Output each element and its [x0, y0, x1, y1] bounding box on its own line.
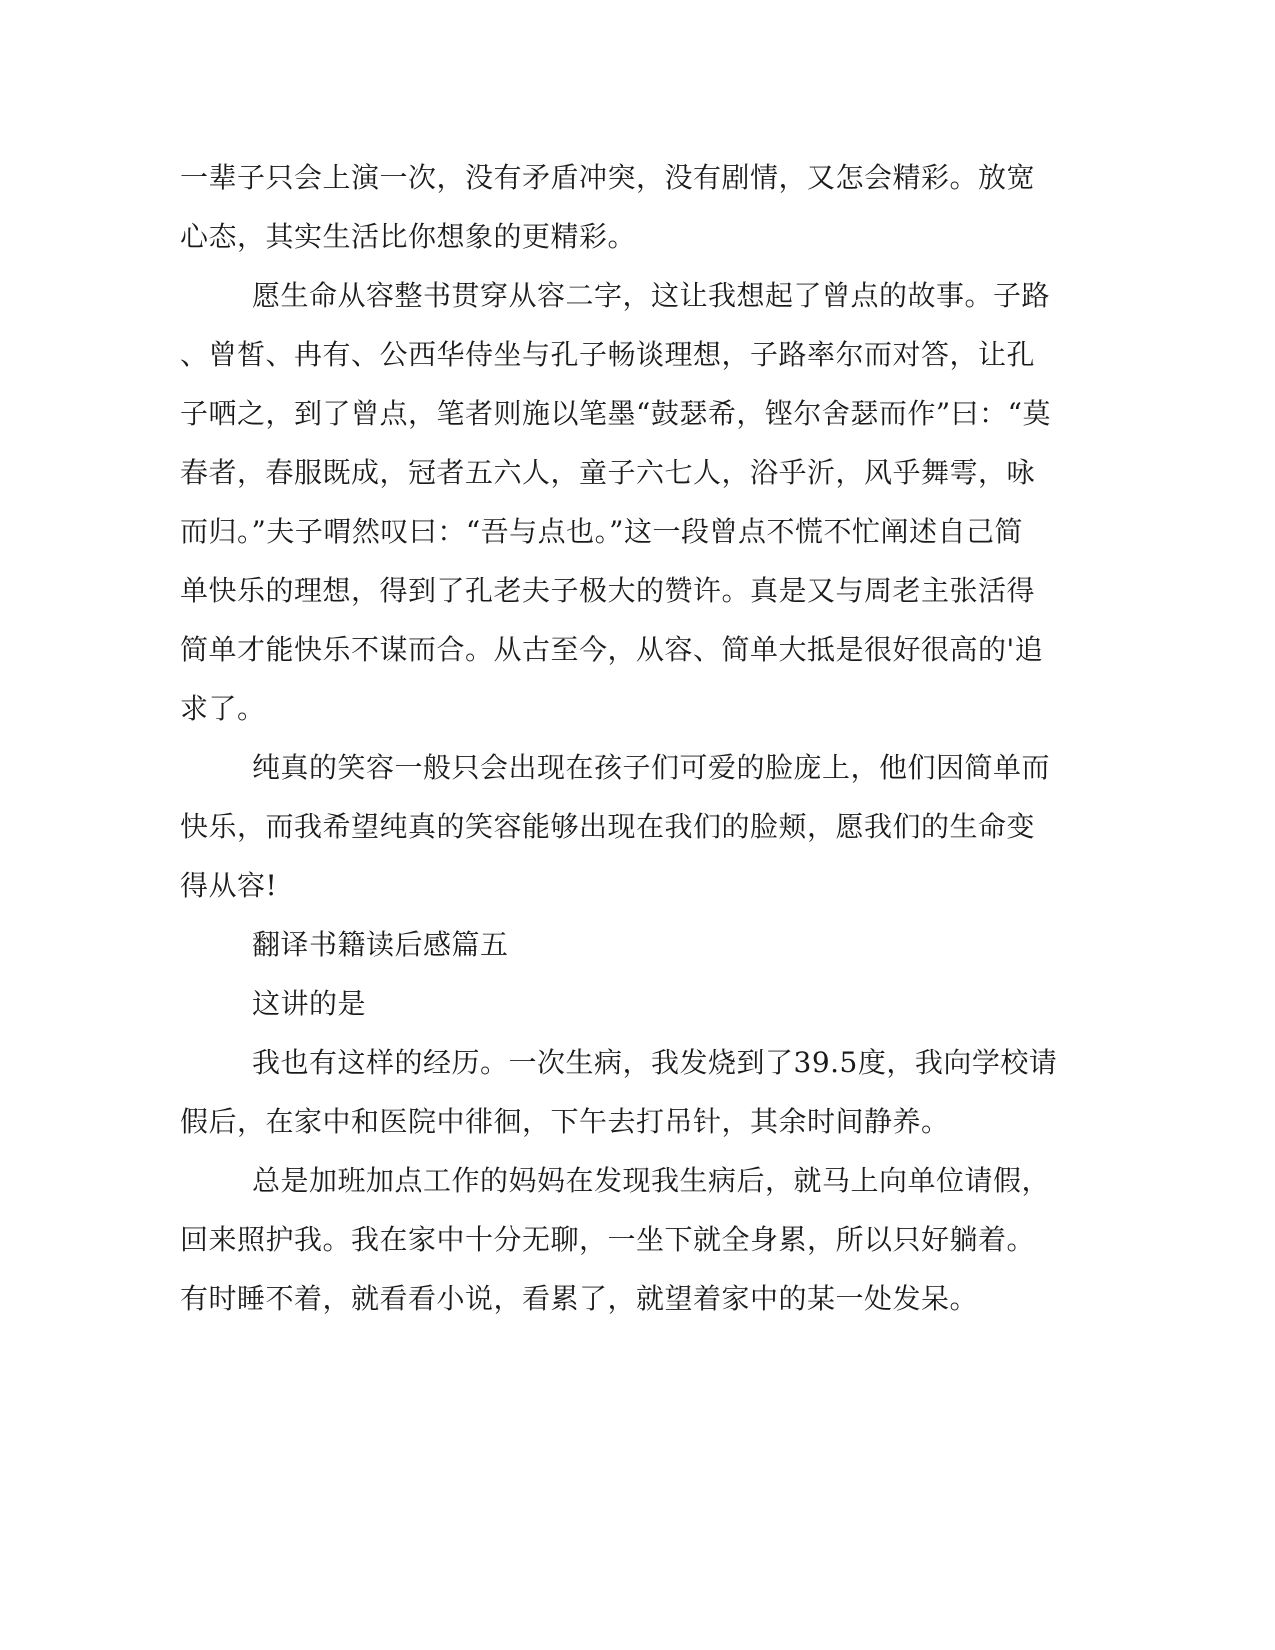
- text-line-content: 假后，在家中和医院中徘徊，下午去打吊针，其余时间静养。: [180, 1105, 950, 1138]
- text-line: [0, 335, 1275, 375]
- text-line-content: 单快乐的理想，得到了孔老夫子极大的赞许。真是又与周老主张活得: [180, 574, 1036, 607]
- text-line: [0, 866, 1275, 906]
- text-line-content: 子哂之，到了曾点，笔者则施以笔墨“鼓瑟希，铿尔舍瑟而作”曰：“莫: [180, 397, 1051, 430]
- text-line: [0, 807, 1275, 847]
- text-line-content: 这讲的是: [252, 987, 367, 1020]
- text-line: [0, 689, 1275, 729]
- text-line: [0, 1043, 1275, 1083]
- text-line-content: 、曾皙、冉有、公西华侍坐与孔子畅谈理想，子路率尔而对答，让孔: [180, 338, 1036, 371]
- text-line-content: 简单才能快乐不谋而合。从古至今，从容、简单大抵是很好很高的'追: [180, 633, 1044, 666]
- text-line-content: 春者，春服既成，冠者五六人，童子六七人，浴乎沂，风乎舞雩，咏: [180, 456, 1036, 489]
- text-line: [0, 1220, 1275, 1260]
- text-line-content: 心态，其实生活比你想象的更精彩。: [180, 220, 637, 253]
- text-line-content: 一辈子只会上演一次，没有矛盾冲突，没有剧情，又怎会精彩。放宽: [180, 161, 1036, 194]
- text-line-content: 而归。”夫子喟然叹曰：“吾与点也。”这一段曾点不慌不忙阐述自己简: [180, 515, 1023, 548]
- text-line: [0, 571, 1275, 611]
- text-line: [0, 984, 1275, 1024]
- text-line: [0, 1279, 1275, 1319]
- text-line: [0, 512, 1275, 552]
- text-line-content: 求了。: [180, 692, 266, 725]
- text-line-content: 总是加班加点工作的妈妈在发现我生病后，就马上向单位请假，: [252, 1164, 1051, 1197]
- text-line: [0, 748, 1275, 788]
- text-line: [0, 1102, 1275, 1142]
- text-line: [0, 394, 1275, 434]
- section-heading-text: 翻译书籍读后感篇五: [252, 928, 509, 961]
- text-line: [0, 276, 1275, 316]
- text-line: [0, 158, 1275, 198]
- text-line-content: 得从容!: [180, 869, 278, 902]
- text-line-content: 愿生命从容整书贯穿从容二字，这让我想起了曾点的故事。子路: [252, 279, 1051, 312]
- section-heading: [0, 925, 1275, 965]
- text-line-content: 有时睡不着，就看看小说，看累了，就望着家中的某一处发呆。: [180, 1282, 979, 1315]
- text-line: [0, 1161, 1275, 1201]
- text-line: [0, 217, 1275, 257]
- text-line: [0, 630, 1275, 670]
- text-line-content: 纯真的笑容一般只会出现在孩子们可爱的脸庞上，他们因简单而: [252, 751, 1051, 784]
- text-line: [0, 453, 1275, 493]
- text-line-content: 我也有这样的经历。一次生病，我发烧到了39.5度，我向学校请: [252, 1046, 1058, 1079]
- text-line-content: 回来照护我。我在家中十分无聊，一坐下就全身累，所以只好躺着。: [180, 1223, 1036, 1256]
- text-line-content: 快乐，而我希望纯真的笑容能够出现在我们的脸颊，愿我们的生命变: [180, 810, 1036, 843]
